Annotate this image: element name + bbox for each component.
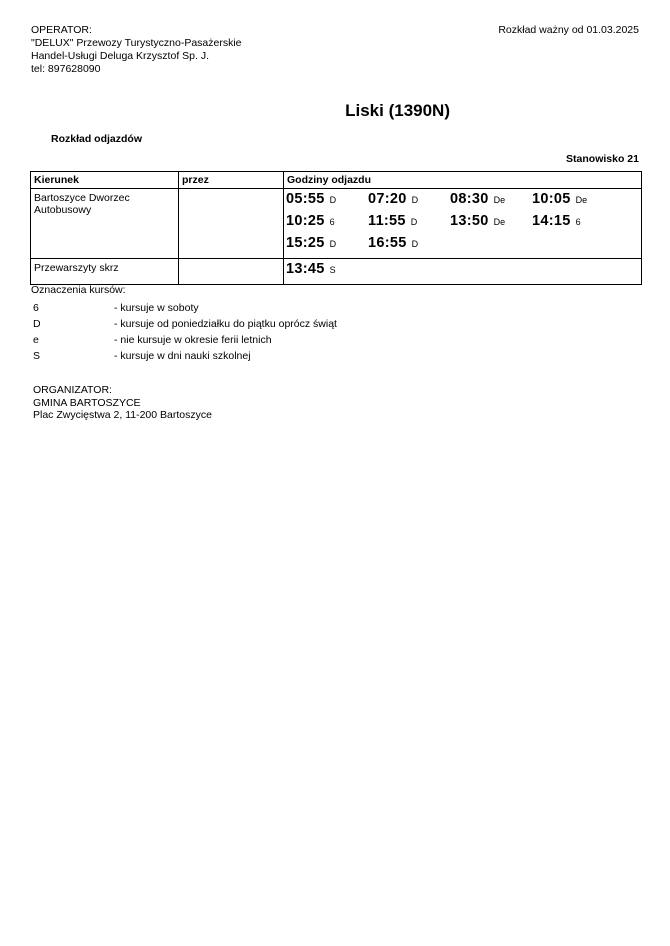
departure [286,213,368,229]
departures-cell [284,259,642,285]
departure-mark: D [411,195,419,205]
departure-mark: S [329,265,336,275]
departure-time: 08:30 [450,191,489,207]
departure-line [286,235,641,257]
departure [368,213,450,229]
departure [286,235,368,251]
direction-line: Przewarszyty skrz [34,262,119,274]
departure-mark: 6 [329,217,335,227]
departure [532,191,614,207]
organizer-name: GMINA BARTOSZYCE [33,396,141,409]
departure [450,191,532,207]
departure-time: 13:50 [450,213,489,229]
organizer-block [33,384,212,422]
departure-mark: De [493,217,506,227]
legend-item [33,349,337,365]
departure [532,213,614,229]
legend-desc: - kursuje od poniedziałku do piątku oprócz świąt [114,318,337,330]
departures-cell [284,189,642,259]
legend-desc: - kursuje w soboty [114,302,199,314]
departure [450,213,532,229]
legend-desc: - kursuje w dni nauki szkolnej [114,350,251,362]
departure-mark: De [493,195,506,205]
legend-item [33,333,337,349]
departure [368,235,450,251]
departure-line [286,261,641,283]
departure-mark: D [411,239,419,249]
operator-company: Handel-Usługi Deluga Krzysztof Sp. J. [31,50,209,62]
departure-time: 11:55 [368,213,406,229]
header-via: przez [179,172,284,189]
legend-item [33,317,337,333]
organizer-address: Plac Zwycięstwa 2, 11-200 Bartoszyce [33,409,212,421]
departure-time: 16:55 [368,235,407,251]
valid-from: Rozkład ważny od 01.03.2025 [498,24,639,36]
table-row [31,189,642,259]
legend-code: 6 [33,302,39,314]
departure-line [286,213,641,235]
legend-item [33,301,337,317]
legend-code: S [33,350,41,362]
departure-mark: D [410,217,418,227]
departure [286,191,368,207]
via-cell [179,189,284,259]
direction-line: Bartoszyce Dworzec [34,192,130,204]
page-title: Liski (1390N) [345,101,450,120]
departure-time: 07:20 [368,191,407,207]
table-header-row [31,172,642,189]
operator-label: OPERATOR: [31,24,92,36]
table-row [31,259,642,285]
operator-name: "DELUX" Przewozy Turystyczno-Pasażerskie [31,37,242,49]
legend-code: D [33,318,41,330]
departure [286,261,368,277]
departure-mark: 6 [575,217,581,227]
departure-line [286,191,641,213]
stand-label: Stanowisko 21 [566,153,639,165]
organizer-label: ORGANIZATOR: [33,384,112,396]
legend [33,301,337,365]
departure-mark: D [329,195,337,205]
departure-time: 10:25 [286,213,325,229]
header-departures: Godziny odjazdu [284,172,642,189]
departure-time: 13:45 [286,261,325,277]
direction-cell [31,189,179,259]
header-direction: Kierunek [31,172,179,189]
via-cell [179,259,284,285]
legend-code: e [33,334,39,346]
departure-time: 05:55 [286,191,325,207]
departure-time: 10:05 [532,191,571,207]
departure-time: 15:25 [286,235,325,251]
departure-time: 14:15 [532,213,571,229]
departure-mark: D [329,239,337,249]
page-subtitle: Rozkład odjazdów [51,133,143,145]
direction-cell [31,259,179,285]
departure [368,191,450,207]
operator-phone: tel: 897628090 [31,63,101,75]
departure-mark: De [575,195,588,205]
timetable [30,171,642,285]
legend-title: Oznaczenia kursów: [31,284,126,296]
legend-desc: - nie kursuje w okresie ferii letnich [114,334,272,346]
operator-block [31,24,242,76]
direction-line: Autobusowy [34,204,92,216]
